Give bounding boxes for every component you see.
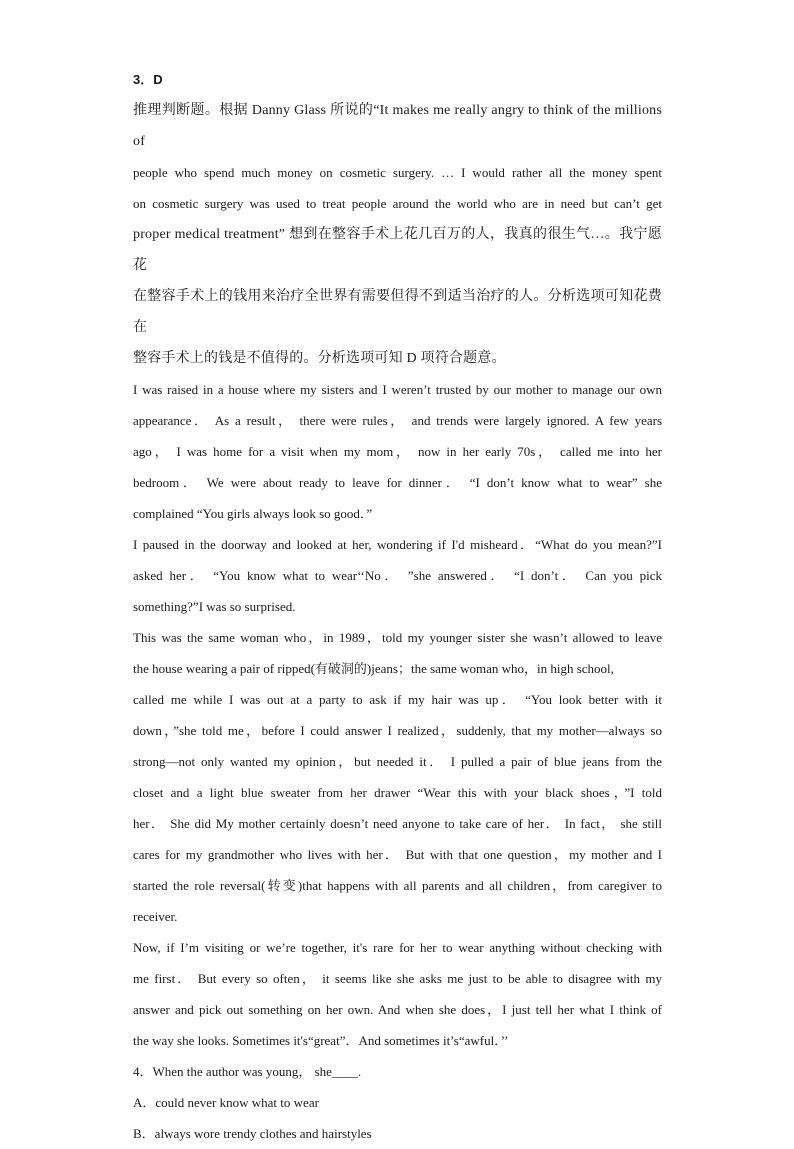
question-4 [133,1056,662,1149]
passage-line: Now, if I’m visiting or we’re together, it's rare for her to wear anything without checking with [133,940,662,955]
explanation-line: on cosmetic surgery was used to treat people around the world who are in need but can’t get [133,196,662,211]
passage-line: ago， I was home for a visit when my mom， now in her early 70s， called me into her [133,444,662,459]
passage-line: receiver. [133,909,178,924]
explanation-line: 整容手术上的钱是不值得的。分析选项可知 D 项符合题意。 [133,351,506,366]
passage-line: the house wearing a pair of ripped(有破洞的)jeans；the same woman who，in high school, [133,661,614,676]
passage-line: cares for my grandmother who lives with her． But with that one question，my mother and I [133,847,662,862]
passage-line: This was the same woman who，in 1989，told my younger sister she wasn’t allowed to leave [133,630,662,645]
passage-paragraph [133,529,662,622]
passage-line: strong—not only wanted my opinion，but needed it． I pulled a pair of blue jeans from the [133,754,662,769]
passage-line: bedroom． We were about ready to leave for dinner． “I don’t know what to wear” she [133,475,662,490]
passage-line: asked her． “You know what to wear‘‘No． ”she answered． “I don’t． Can you pick [133,568,662,583]
passage-paragraph [133,622,662,932]
reading-passage [133,374,662,1056]
explanation-line: people who spend much money on cosmetic surgery. … I would rather all the money spent [133,165,662,180]
passage-line: answer and pick out something on her own. And when she does，I just tell her what I think of [133,1002,662,1017]
passage-line: the way she looks. Sometimes it's“great”．And sometimes it’s“awful．’’ [133,1033,509,1048]
passage-line: her． She did My mother certainly doesn’t need anyone to take care of her． In fact， she still [133,816,662,831]
explanation-line: 推理判断题。根据 Danny Glass 所说的“It makes me really angry to think of the millions of [133,103,666,149]
explanation-line: 在整容手术上的钱用来治疗全世界有需要但得不到适当治疗的人。分析选项可知花费在 [133,289,662,335]
answer-option-b[interactable]: B．always wore trendy clothes and hairstyles [133,1126,372,1141]
passage-line: me first． But every so often， it seems like she asks me just to be able to disagree with my [133,971,662,986]
answer-option-a[interactable]: A．could never know what to wear [133,1095,319,1110]
passage-line: closet and a light blue sweater from her drawer “Wear this with your black shoes，”I told [133,785,662,800]
passage-line: complained “You girls always look so good．” [133,506,373,521]
passage-line: down，”she told me，before I could answer I realized，suddenly, that my mother—always so [133,723,662,738]
passage-line: something?”I was so surprised. [133,599,296,614]
passage-line: appearance． As a result， there were rules， and trends were largely ignored. A few years [133,413,662,428]
passage-paragraph [133,932,662,1056]
passage-line: I was raised in a house where my sisters and I weren’t trusted by our mother to manage our own [133,382,662,397]
question-stem: 4．When the author was young， she____. [133,1064,362,1079]
answer-explanation [133,95,666,374]
answer-label: 3．D [133,72,163,87]
passage-paragraph [133,374,662,529]
explanation-line: proper medical treatment” 想到在整容手术上花几百万的人，我真的很生气…。我宁愿花 [133,227,662,273]
passage-line: I paused in the doorway and looked at her, wondering if I'd misheard．“What do you mean?”I [133,537,662,552]
passage-line: started the role reversal(转变)that happens with all parents and all children，from caregiver to [133,878,662,893]
passage-line: called me while I was out at a party to ask if my hair was up． “You look better with it [133,692,662,707]
